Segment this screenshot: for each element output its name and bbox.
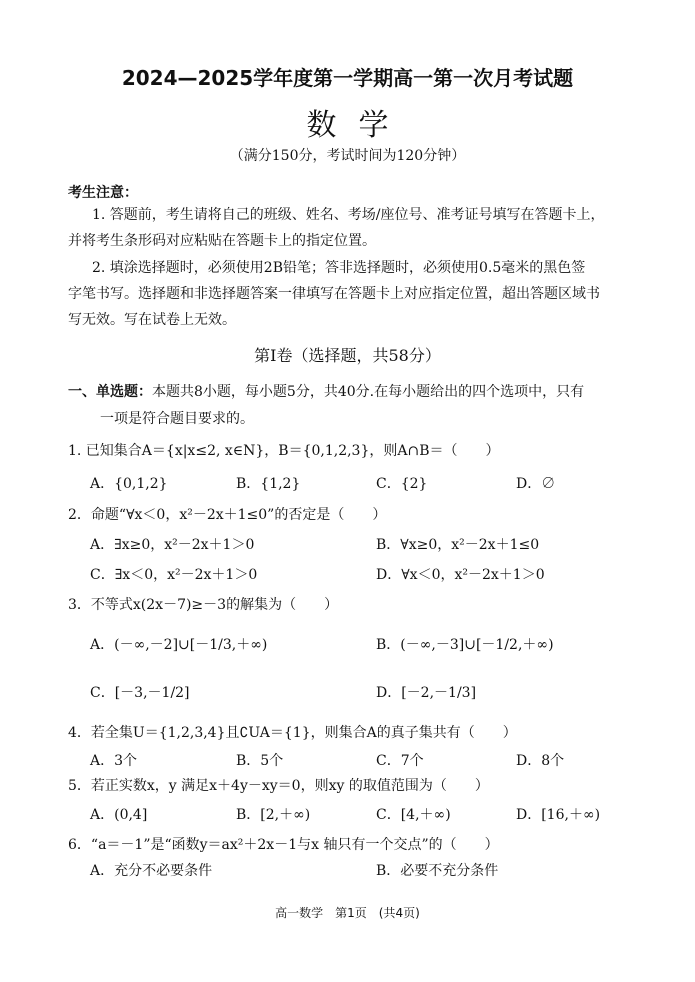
q2-option-d: D．∀x＜0，x²－2x＋1＞0 [376,567,545,583]
q5-option-a: A．(0,4] [90,807,148,823]
section1-desc-line2: 一项是符合题目要求的。 [100,411,254,427]
volume1-title: 第Ⅰ卷（选择题，共58分） [254,346,441,365]
q3-option-d: D．[－2,－1/3] [376,685,477,701]
q4-option-d: D．8个 [516,753,565,769]
subject-title [0,100,695,144]
q4-option-a: A．3个 [90,753,138,769]
q2-stem: 2．命题“∀x＜0，x²－2x＋1≤0”的否定是（ ） [68,507,387,523]
q4-option-b: B．5个 [236,753,284,769]
q1-option-a: A．{0,1,2} [90,476,168,492]
q4-option-c: C．7个 [376,753,424,769]
q2-option-a: A．∃x≥0，x²－2x＋1＞0 [90,537,255,553]
q5-option-d: D．[16,＋∞) [516,807,601,823]
q1-option-d: D．∅ [516,476,556,492]
notice-heading: 考生注意： [68,185,138,201]
section1-desc: 本题共8小题，每小题5分，共40分.在每小题给出的四个选项中，只有 [152,384,585,400]
notice-item2-line1: 2. 填涂选择题时，必须使用2B铅笔；答非选择题时，必须使用0.5毫米的黑色签 [92,260,586,276]
q1-option-b: B．{1,2} [236,476,301,492]
q2-option-c: C．∃x＜0，x²－2x＋1＞0 [90,567,258,583]
notice-item1-line1: 1. 答题前，考生请将自己的班级、姓名、考场/座位号、准考证号填写在答题卡上， [92,207,605,223]
q3-option-c: C．[－3,－1/2] [90,685,190,701]
q1-stem: 1. 已知集合A＝{x|x≤2, x∈N}，B＝{0,1,2,3}，则A∩B＝（ ） [68,443,500,459]
notice-item2-line3: 写无效。写在试卷上无效。 [68,312,236,328]
q4-stem: 4．若全集U＝{1,2,3,4}且∁UA＝{1}，则集合A的真子集共有（ ） [68,725,517,741]
q3-stem: 3．不等式x(2x－7)≥－3的解集为（ ） [68,597,339,613]
notice-item1-line2: 并将考生条形码对应粘贴在答题卡上的指定位置。 [68,233,376,249]
q5-option-c: C．[4,＋∞) [376,807,451,823]
q6-option-a: A．充分不必要条件 [90,863,213,879]
q2-option-b: B．∀x≥0，x²－2x＋1≤0 [376,537,540,553]
score-note: （满分150分，考试时间为120分钟） [229,148,466,164]
q3-option-b: B．(－∞,－3]∪[－1/2,＋∞) [376,637,554,653]
q5-option-b: B．[2,＋∞) [236,807,311,823]
q6-option-b: B．必要不充分条件 [376,863,499,879]
q6-stem: 6．“a＝－1”是“函数y＝ax²＋2x－1与x 轴只有一个交点”的（ ） [68,837,499,853]
page-footer: 高一数学 第1页 (共4页) [275,906,420,920]
section1-heading [68,381,584,401]
notice-item2-line2: 字笔书写。选择题和非选择题答案一律填写在答题卡上对应指定位置，超出答题区域书 [68,286,600,302]
q5-stem: 5．若正实数x，y 满足x＋4y－xy＝0，则xy 的取值范围为（ ） [68,778,489,794]
exam-title: 2024—2025学年度第一学期高一第一次月考试题 [121,66,574,90]
q3-option-a: A．(－∞,－2]∪[－1/3,＋∞) [90,637,268,653]
subject-text: 数学 [306,108,411,143]
section1-label: 一、单选题： [68,384,152,400]
q1-option-c: C．{2} [376,476,428,492]
